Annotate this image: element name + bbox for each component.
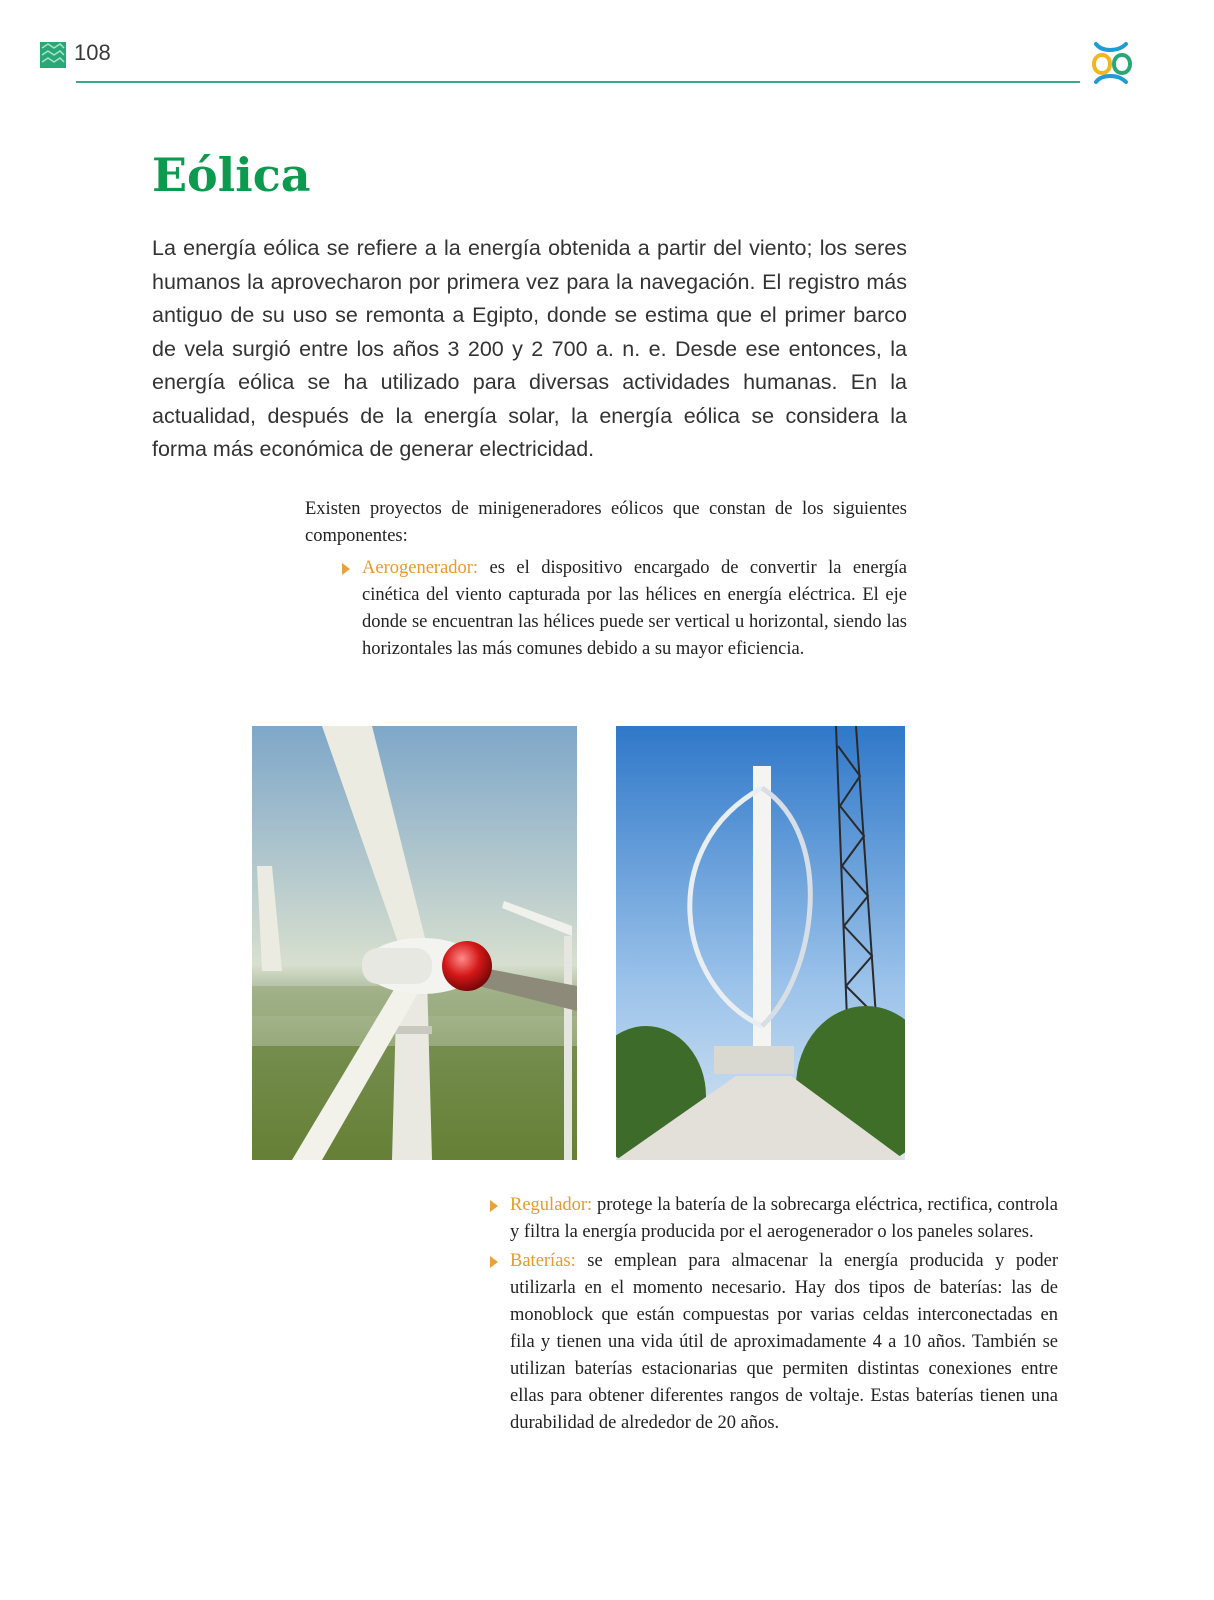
bullet-arrow-icon — [490, 1256, 498, 1268]
components-list-top — [342, 555, 907, 663]
components-list-bottom — [490, 1192, 1058, 1439]
component-term: Aerogenerador: — [362, 558, 479, 578]
intro-paragraph: La energía eólica se refiere a la energía obtenida a partir del viento; los seres humanos la aprovecharon por primera vez para la navegación. El registro más antiguo de su uso se remonta a Egipto, donde se estima que el primer barco de vela surgió entre los años 3 200 y 2 700 a. n. e. Desde ese entonces, la energía eólica se ha utilizado para diversas actividades humanas. En la actualidad, después de la energía solar, la energía eólica se considera la forma más económica de generar electricidad. — [152, 236, 907, 461]
knot-logo-icon — [1088, 38, 1136, 88]
components-intro: Existen proyectos de minigeneradores eólicos que constan de los siguientes componentes: — [305, 499, 907, 546]
component-term: Regulador: — [510, 1195, 593, 1215]
header-divider — [76, 81, 1080, 83]
component-term: Baterías: — [510, 1251, 576, 1271]
component-description: es el dispositivo encargado de convertir la energía cinética del viento capturada por las hélices en energía eléctrica. El eje donde se encuentran las hélices puede ser vertical u horizontal, siendo las horizontales las más comunes debido a su mayor eficiencia. — [362, 558, 907, 659]
component-description: se emplean para almacenar la energía producida y poder utilizarla en el momento necesario. Hay dos tipos de baterías: las de monoblock que están compuestas por varias celdas interconectadas en fila y tienen una vida útil de aproximadamente 4 a 10 años. También se utilizan baterías estacionarias que permiten distintas conexiones entre ellas para obtener diferentes rangos de voltaje. Estas baterías tienen una durabilidad de alrededor de 20 años. — [510, 1251, 1058, 1433]
bullet-arrow-icon — [490, 1200, 498, 1212]
list-item — [342, 555, 907, 663]
page-number: 108 — [74, 40, 111, 65]
horizontal-turbine-photo — [252, 726, 577, 1160]
list-item — [490, 1192, 1058, 1246]
bullet-arrow-icon — [342, 563, 350, 575]
component-description: protege la batería de la sobrecarga eléctrica, rectifica, controla y filtra la energía producida por el aerogenerador o los paneles solares. — [510, 1195, 1058, 1242]
section-pattern-icon — [40, 42, 66, 68]
vertical-turbine-photo — [616, 726, 905, 1160]
section-title: Eólica — [152, 148, 311, 202]
list-item — [490, 1248, 1058, 1437]
